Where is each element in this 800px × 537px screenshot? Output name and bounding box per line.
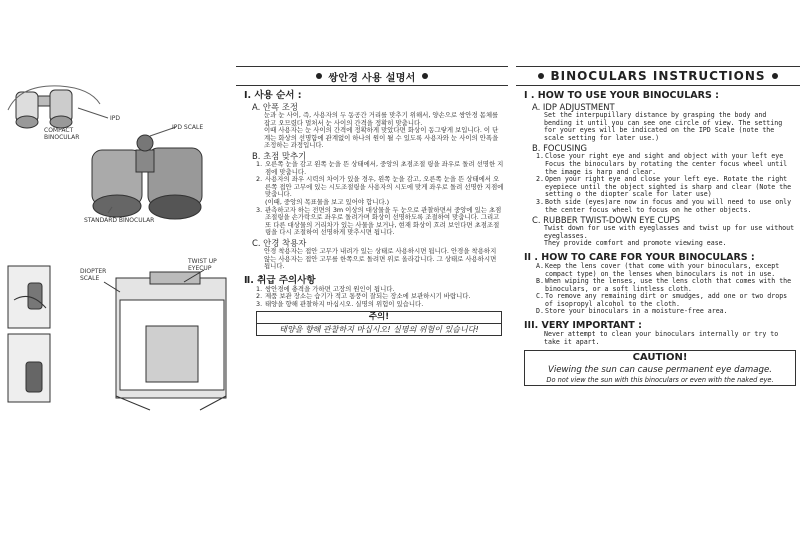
compact-binocular-label: COMPACT BINOCULAR <box>44 127 80 141</box>
ipd-scale-label: IPD SCALE <box>172 124 204 131</box>
eyecup-photos <box>8 266 50 402</box>
english-caution-box <box>524 350 796 386</box>
english-caution-line-2: Do not view the sun with this binoculars or even with the naked eye. <box>546 376 774 385</box>
english-section-1c-text: Twist down for use with eyeglasses and twist up for use without eyeglasses. They provide comfort and promote viewing ease. <box>544 224 795 248</box>
english-section-1a-text: Set the interpupillary distance by grasping the body and bending it until you can see one circle of view. The setting for your eyes will be indicated on the IPD Scale (note the scale setting for later use.) <box>544 111 783 142</box>
english-caution-line-1: Viewing the sun can cause permanent eye damage. <box>547 365 773 376</box>
korean-section-1a: A. 안폭 조정 <box>252 102 298 112</box>
korean-list-item: 2. 제품 보관 장소는 습기가 적고 통풍이 잘되는 장소에 보관하시기 바랍니다. <box>256 292 471 301</box>
korean-section-2: Ⅱ. 취급 주의사항 <box>244 274 316 286</box>
diopter-scale-label: DIOPTER SCALE <box>80 268 107 282</box>
english-section-1a: A. IDP ADJUSTMENT <box>532 102 615 112</box>
korean-section-1b: B. 초점 맞추기 <box>252 150 307 161</box>
korean-caution-title: 주의! <box>257 312 501 324</box>
ipd-label: IPD <box>110 115 121 122</box>
compact-binocular-drawing <box>8 86 108 128</box>
korean-instructions <box>236 0 508 533</box>
twist-up-eyecup-label: TWIST UP EYECUP <box>188 258 217 272</box>
english-list-item: 1. Close your right eye and sight and object with your left eye Focus the binoculars by rotating the center focus wheel until the image is harp and clear. <box>536 152 788 176</box>
english-title: BINOCULARS INSTRUCTIONS <box>550 69 766 83</box>
bullet-icon <box>422 73 428 79</box>
korean-section-1: Ⅰ. 사용 순서 : <box>244 90 302 101</box>
korean-list-item: 1. 오른쪽 눈을 감고 왼쪽 눈을 뜬 상태에서, 중앙의 초점조절 링을 좌우로 돌려 선명한 지점에 맞춥니다. <box>256 159 504 176</box>
english-section-1b: B. FOCUSING <box>532 143 587 154</box>
standard-binocular-label: STANDARD BINOCULAR <box>84 217 155 224</box>
eyepiece-cutaway-drawing <box>104 270 226 410</box>
korean-list-item: 1. 쌍안경에 충격을 가하면 고장의 원인이 됩니다. <box>256 284 395 293</box>
english-section-1c: C. RUBBER TWIST-DOWN EYE CUPS <box>532 215 680 226</box>
bullet-icon <box>316 73 322 79</box>
english-caution-title: CAUTION! <box>632 352 688 364</box>
korean-section-1c-text: 안경 착용자는 접안 고무가 내려가 있는 상태로 사용하시면 됩니다. 안경을 착용하지 않는 사용자는 접안 고무를 한쪽으로 돌려면 위로 올라갑니다. 그 상태로 사용하시면 됩니다. <box>264 246 497 271</box>
english-section-3: III. VERY IMPORTANT : <box>524 320 642 332</box>
korean-caution-box <box>256 311 502 336</box>
english-list-item: B. When wiping the lenses, use the lens cloth that comes with the binoculars, or a soft lintless cloth. <box>536 277 792 293</box>
english-list-item: C. To remove any remaining dirt or smudges, add one or two drops of isopropyl alcohol to the cloth. <box>536 292 788 308</box>
korean-section-1a-text: 눈과 눈 사이, 즉, 사용자의 두 동공간 거리를 맞추기 위해서, 양손으로 쌍안경 몸체를 잡고 오므렸다 멀처서 눈 사이의 간격을 정확히 맞춥니다. 이때 사용자는 눈 사이의 간격에 정확하게 맞았다면 화상이 동그랗게 보입니다. 이 단계는 화상의 선명함에 관계없이 하나의 원이 될 수 있도록 사용자와 눈 사이의 안폭을 조정하는 과정입니다. <box>264 111 499 150</box>
korean-list-item: 3. 관측하고자 하는 전면의 3m 이상의 대상물을 두 눈으로 관찰하면서 중앙에 있는 초점조절링을 손가락으로 좌우로 돌려가며 화상이 선명하도록 조절하여 맞춥니다. 그리고 또 다른 대상물의 거리차가 있는 사물을 보거나, 현재 화상이 흐려 보인다면 초점조절링을 다시 조절하여 선명하게 맞추시면 됩니다. <box>256 205 502 237</box>
english-section-3-text: Never attempt to clean your binoculars internally or try to take it apart. <box>544 330 779 346</box>
english-title-bar <box>516 66 800 86</box>
english-section-2: II . HOW TO CARE FOR YOUR BINOCULARS : <box>524 251 755 263</box>
english-list-item: A. Keep the lens cover (that come with your binoculars, except compact type) on the lenses when binoculars is not in use. <box>536 261 780 278</box>
korean-title: 쌍안경 사용 설명서 <box>328 72 416 84</box>
english-list-item: D. Store your binoculars in a moisture-free area. <box>536 307 728 316</box>
korean-list-item: 2. 사용자의 좌우 시력의 차이가 있을 경우, 왼쪽 눈을 감고, 오른쪽 눈을 뜬 상태에서 오른쪽 접안 고무에 있는 시도조절링을 사용자의 시도에 맞게 좌우로 돌려 선명한 지점에 맞춥니다. (이때, 중앙의 목표물을 보고 있어야 합니다.) <box>256 175 504 206</box>
english-list-item: 2. Open your right eye and close your left eye. Rotate the right eyepiece until the object sighted is sharp and clear (Note the setting o the diopter scale for later use) <box>536 175 792 199</box>
korean-caution-text: 태양을 향해 관찰하지 마십시오! 실명의 위험이 있습니다! <box>279 325 479 335</box>
illustrations-panel <box>0 0 232 533</box>
standard-binocular-drawing <box>92 127 202 219</box>
korean-list-item: 3. 태양을 향해 관찰하지 마십시오. 실명의 위험이 있습니다. <box>256 299 424 308</box>
bullet-icon <box>538 73 544 79</box>
english-instructions <box>516 0 800 533</box>
korean-section-1c: C. 안경 착용자 <box>252 237 307 248</box>
bullet-icon <box>772 73 778 79</box>
korean-title-bar <box>236 66 508 86</box>
english-section-1: I . HOW TO USE YOUR BINOCULARS : <box>524 90 719 101</box>
english-list-item: 3. Both side (eyes)are now in focus and you will need to use only the center focus wheel to focus on he other objects. <box>536 197 792 214</box>
